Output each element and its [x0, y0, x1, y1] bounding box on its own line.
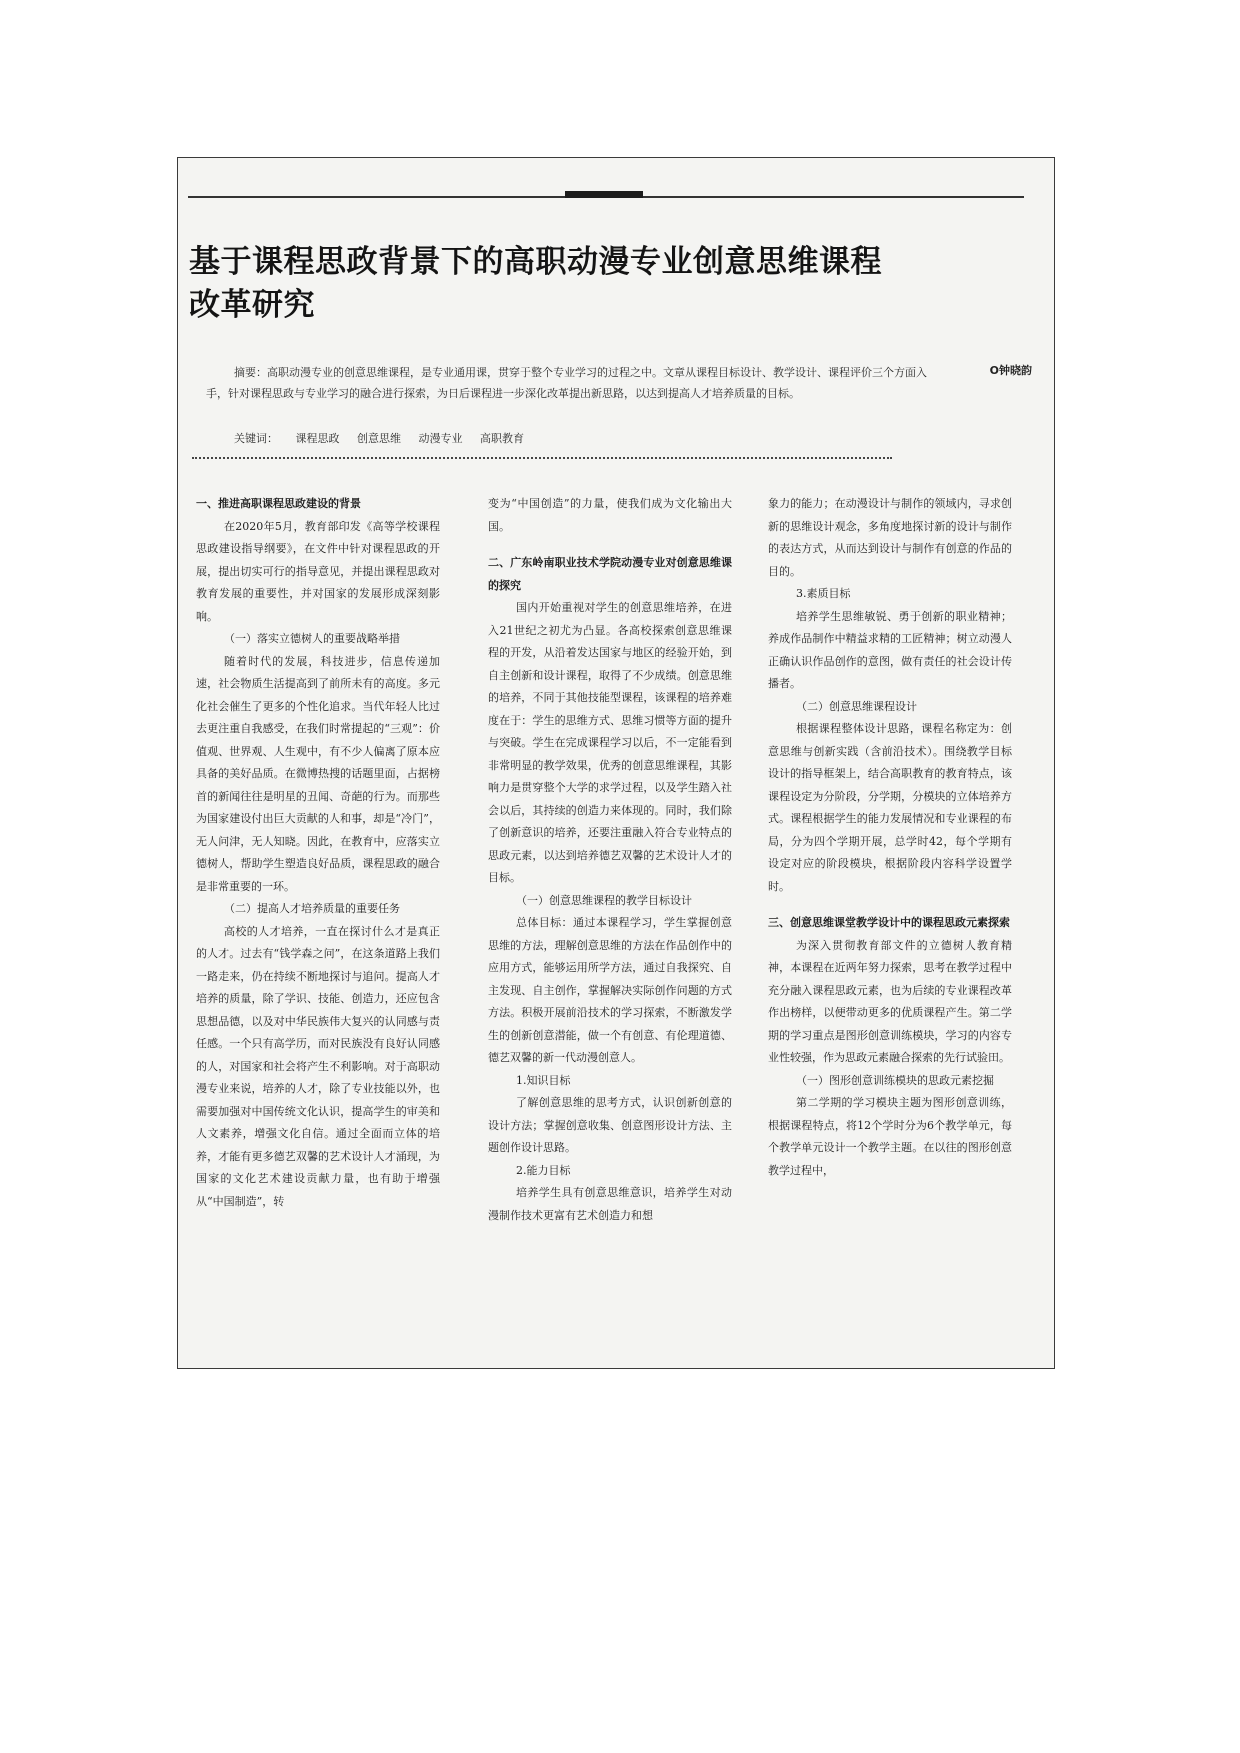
section-heading: 一、推进高职课程思政建设的背景: [196, 497, 361, 510]
paragraph: 国内开始重视对学生的创意思维培养，在进入21世纪之初尤为凸显。各高校探索创意思维课程的开发，从沿着发达国家与地区的经验开始，到自主创新和设计课程，取得了不少成绩。创意思维的培养，不同于其他技能型课程，该课程的培养难度在于：学生的思维方式、思维习惯等方面的提升与突破。学生在完成课程学习以后，不一定能看到非常明显的教学效果，优秀的创意思维课程，其影响力是贯穿整个大学的求学过程，以及学生踏入社会以后，其持续的创造力来体现的。同时，我们除了创新意识的培养，还要注重融入符合专业特点的思政元素，以达到培养德艺双馨的艺术设计人才的目标。: [488, 601, 732, 884]
paragraph-continued: 象力的能力；在动漫设计与制作的领域内，寻求创新的思维设计观念，多角度地探讨新的设计与制作的表达方式，从而达到设计与制作有创意的作品的目的。: [768, 497, 1012, 578]
section-heading: 二、广东岭南职业技术学院动漫专业对创意思维课的探究: [488, 556, 732, 592]
article-abstract: 摘要：高职动漫专业的创意思维课程，是专业通用课，贯穿于整个专业学习的过程之中。文章从课程目标设计、教学设计、课程评价三个方面入手，针对课程思政与专业学习的融合进行探索，为日后课程进一步深化改革提出新思路，以达到提高人才培养质量的目标。: [206, 366, 927, 400]
subsection-heading: （一）图形创意训练模块的思政元素挖掘: [796, 1073, 994, 1087]
paragraph: 培养学生具有创意思维意识，培养学生对动漫制作技术更富有艺术创造力和想: [488, 1186, 732, 1222]
numbered-heading: 3.素质目标: [796, 587, 851, 600]
paragraph: 随着时代的发展，科技进步，信息传递加速，社会物质生活提高到了前所未有的高度。多元化社会催生了更多的个性化追求。当代年轻人比过去更注重自我感受，在我们时常提起的“三观”：价值观、世界观、人生观中，有不少人偏离了原本应具备的美好品质。在微博热搜的话题里面，占据榜首的新闻往往是明星的丑闻、奇葩的行为。而那些为国家建设付出巨大贡献的人和事，却是“冷门”，无人问津，无人知晓。因此，在教育中，应落实立德树人，帮助学生塑造良好品质，课程思政的融合是非常重要的一环。: [196, 654, 440, 893]
keyword: 创意思维: [357, 432, 401, 445]
keyword: 课程思政: [295, 432, 340, 445]
subsection-heading: （二）提高人才培养质量的重要任务: [224, 902, 400, 915]
subsection-heading: （二）创意思维课程设计: [796, 699, 917, 713]
header-rule-tab: [565, 191, 643, 198]
keywords-line: [234, 430, 538, 446]
keywords-label: 关键词：: [234, 432, 278, 445]
subsection-heading: （一）落实立德树人的重要战略举措: [224, 632, 400, 645]
article-title: 基于课程思政背景下的高职动漫专业创意思维课程改革研究: [189, 244, 882, 323]
column-gap: [768, 898, 1012, 912]
paragraph: 高校的人才培养，一直在探讨什么才是真正的人才。过去有“钱学森之问”，在这条道路上我们一路走来，仍在持续不断地探讨与追问。提高人才培养的质量，除了学识、技能、创造力，还应包含思想品德，以及对中华民族伟大复兴的认同感与责任感。一个只有高学历，而对民族没有良好认同感的人，对国家和社会将产生不利影响。对于高职动漫专业来说，培养的人才，除了专业技能以外，也需要加强对中国传统文化认识，提高学生的审美和人文素养，增强文化自信。通过全面而立体的培养，才能有更多德艺双馨的艺术设计人才涌现，为国家的文化艺术建设贡献力量，也有助于增强从“中国制造”，转: [196, 924, 440, 1208]
keyword: 动漫专业: [418, 432, 463, 445]
text-column-1: [196, 493, 440, 1213]
numbered-heading: 1.知识目标: [516, 1073, 571, 1087]
section-heading: 三、创意思维课堂教学设计中的课程思政元素探索: [768, 916, 1010, 929]
paragraph: 了解创意思维的思考方式，认识创新创意的设计方法；掌握创意收集、创意图形设计方法、主题创作设计思路。: [488, 1096, 732, 1154]
paragraph: 总体目标：通过本课程学习，学生掌握创意思维的方法，理解创意思维的方法在作品创作中的应用方式，能够运用所学方法，通过自我探究、自主发现、自主创作，掌握解决实际创作问题的方式方法。积极开展前沿技术的学习探索，不断激发学生的创新创意潜能，做一个有创意、有伦理道德、德艺双馨的新一代动漫创意人。: [488, 916, 732, 1064]
paragraph: 为深入贯彻教育部文件的立德树人教育精神，本课程在近两年努力探索，思考在教学过程中充分融入课程思政元素，也为后续的专业课程改革作出榜样，以便带动更多的优质课程产生。第二学期的学习重点是图形创意训练模块，学习的内容专业性较强，作为思政元素融合探索的先行试验田。: [768, 938, 1012, 1064]
column-gap: [488, 538, 732, 552]
text-column-3: [768, 493, 1012, 1182]
numbered-heading: 2.能力目标: [516, 1163, 571, 1177]
scanned-journal-page: [177, 157, 1055, 1369]
paragraph: 根据课程整体设计思路，课程名称定为：创意思维与创新实践（含前沿技术）。围绕教学目标设计的指导框架上，结合高职教育的教育特点，该课程设定为分阶段，分学期，分模块的立体培养方式。课程根据学生的能力发展情况和专业课程的布局，分为四个学期开展，总学时42，每个学期有设定对应的阶段模块，根据阶段内容科学设置学时。: [768, 722, 1012, 893]
paragraph-continued: 变为“中国创造”的力量，使我们成为文化输出大国。: [488, 497, 732, 533]
paragraph: 培养学生思维敏锐、勇于创新的职业精神；养成作品制作中精益求精的工匠精神；树立动漫人正确认识作品创作的意图，做有责任的社会设计传播者。: [768, 609, 1012, 690]
paragraph: 第二学期的学习模块主题为图形创意训练，根据课程特点，将12个学时分为6个教学单元，每个教学单元设计一个教学主题。在以往的图形创意教学过程中，: [768, 1096, 1012, 1177]
paragraph: 在2020年5月，教育部印发《高等学校课程思政建设指导纲要》，在文件中针对课程思政的开展，提出切实可行的指导意见，并提出课程思政对教育发展的重要性，并对国家的发展形成深刻影响。: [196, 519, 440, 623]
text-column-2: [488, 493, 732, 1227]
subsection-heading: （一）创意思维课程的教学目标设计: [516, 893, 692, 907]
keyword: 高职教育: [480, 432, 524, 445]
article-author: O钟晓韵: [989, 364, 1032, 377]
abstract-divider: [192, 457, 892, 459]
